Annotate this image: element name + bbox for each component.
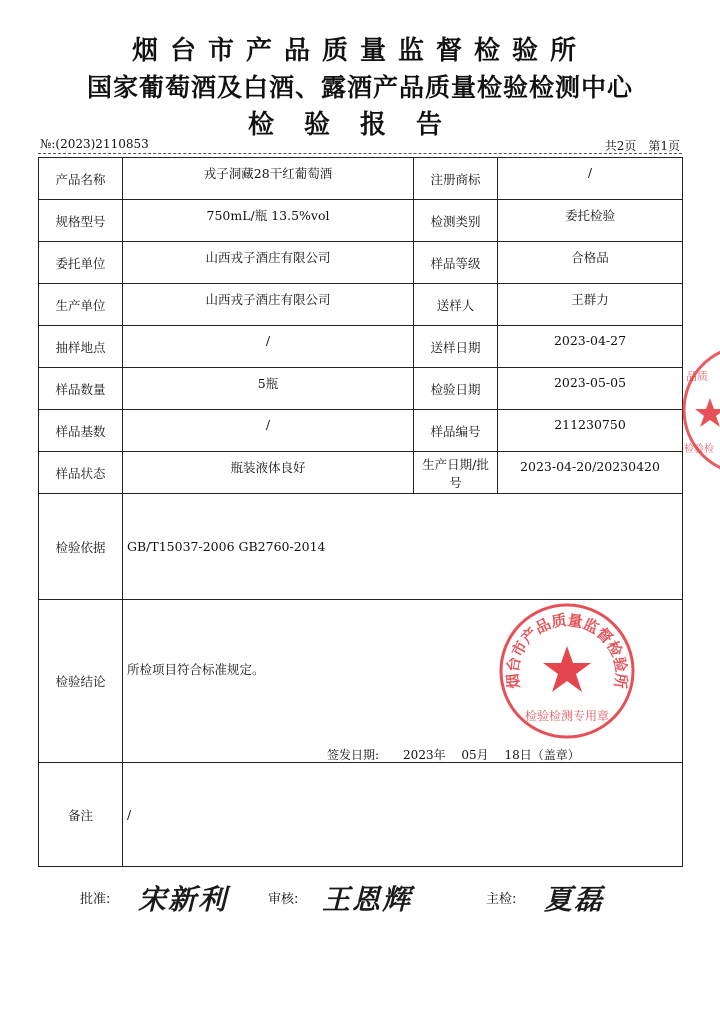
partial-seal-text: 品质: [686, 370, 708, 383]
partial-seal-text-bottom: 检验检: [684, 444, 714, 455]
review-signature: 王恩辉: [322, 883, 413, 916]
inspect-label: 主检:: [486, 892, 517, 907]
field-value: 委托检验: [498, 200, 683, 242]
conclusion-label: 检验结论: [39, 600, 123, 763]
approve-label: 批准:: [80, 892, 111, 907]
table-row: [39, 200, 683, 242]
field-value: /: [123, 410, 414, 452]
field-label: 送样日期: [414, 326, 498, 368]
field-value: 5瓶: [123, 368, 414, 410]
sign-date: 签发日期: 2023年 05月 18日（盖章）: [327, 748, 580, 762]
remark-label: 备注: [39, 763, 123, 867]
official-seal: [496, 600, 638, 742]
field-label: 委托单位: [39, 242, 123, 284]
field-value: 瓶装液体良好: [123, 452, 414, 494]
partial-seal-star-icon: [695, 398, 720, 427]
field-label: 规格型号: [39, 200, 123, 242]
field-value: 2023-04-27: [498, 326, 683, 368]
field-value: 山西戎子酒庄有限公司: [123, 242, 414, 284]
field-value: 211230750: [498, 410, 683, 452]
inspect-signature: 夏磊: [544, 883, 605, 916]
approve-signature: 宋新利: [138, 883, 229, 916]
report-number: №:(2023)2110853: [40, 137, 149, 151]
field-label: 样品基数: [39, 410, 123, 452]
review-label: 审核:: [268, 892, 299, 907]
report-title: 检验报告: [247, 110, 472, 140]
table-row: [39, 242, 683, 284]
field-label: 检验日期: [414, 368, 498, 410]
field-label: 抽样地点: [39, 326, 123, 368]
table-row: [39, 410, 683, 452]
header-divider: [38, 153, 682, 154]
field-value: 合格品: [498, 242, 683, 284]
table-row: [39, 368, 683, 410]
field-label: 样品等级: [414, 242, 498, 284]
field-label: 产品名称: [39, 158, 123, 200]
seal-ring-text: 烟台市产品质量监督检验所: [503, 611, 631, 690]
seal-star-icon: [543, 646, 591, 692]
field-value: 王群力: [498, 284, 683, 326]
basis-label: 检验依据: [39, 494, 123, 600]
field-label: 生产单位: [39, 284, 123, 326]
field-value: 戎子洞藏28干红葡萄酒: [123, 158, 414, 200]
table-row: [39, 452, 683, 494]
field-value: /: [123, 326, 414, 368]
report-title-center: 国家葡萄酒及白酒、露酒产品质量检验检测中心: [86, 73, 633, 102]
field-label: 样品编号: [414, 410, 498, 452]
field-value: 山西戎子酒庄有限公司: [123, 284, 414, 326]
conclusion-value: 所检项目符合标准规定。: [127, 662, 265, 677]
field-label: 样品状态: [39, 452, 123, 494]
basis-value: GB/T15037-2006 GB2760-2014: [123, 494, 683, 600]
field-label: 样品数量: [39, 368, 123, 410]
field-label: 送样人: [414, 284, 498, 326]
field-label: 生产日期/批号: [414, 452, 498, 494]
field-value: 750mL/瓶 13.5%vol: [123, 200, 414, 242]
seal-bottom-text: 检验检测专用章: [524, 709, 610, 723]
report-title-institute: 烟台市产品质量监督检验所: [131, 36, 588, 66]
field-value: 2023-05-05: [498, 368, 683, 410]
table-row: [39, 284, 683, 326]
field-value: 2023-04-20/20230420: [498, 452, 683, 494]
remark-value: /: [123, 763, 683, 867]
table-row: [39, 763, 683, 867]
table-row: [39, 158, 683, 200]
table-row: [39, 494, 683, 600]
partial-seal: [680, 340, 720, 480]
field-label: 检测类别: [414, 200, 498, 242]
page-info: 共2页 第1页: [604, 139, 680, 153]
field-value: /: [498, 158, 683, 200]
field-label: 注册商标: [414, 158, 498, 200]
signature-row: [0, 878, 720, 918]
table-row: [39, 326, 683, 368]
report-table: [38, 157, 683, 867]
